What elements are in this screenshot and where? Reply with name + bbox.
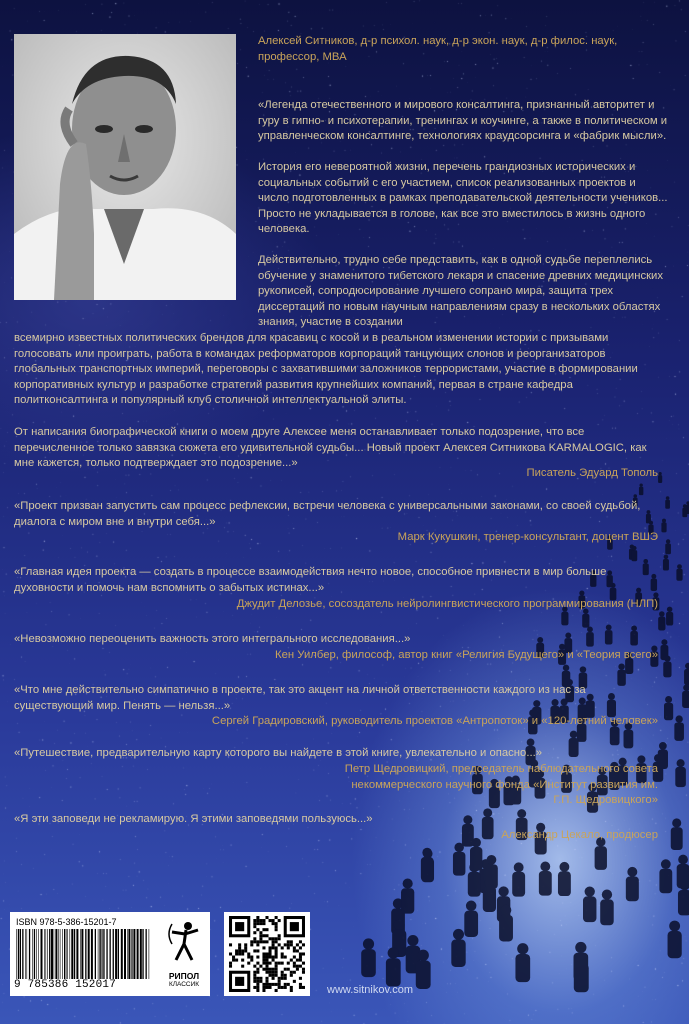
main-quote-p3-bottom: всемирно известных политических брендов для красавиц с косой и в реальном изменении истории с призывами голосовать или проиграть, работа в командах реформаторов корпораций танцующих слонов и реорганизаторов глобальных транспортных империй, переговоры с захватившими заложников террористами, участие в формировании корпоративных культур и разработке стратегий развития крупнейших компаний, первая в стране кафедра политконсалтинга и популярный клуб столичной интеллектуальной элиты. [14,332,638,407]
archer-icon [164,920,204,964]
quote-text: «Я эти заповеди не рекламирую. Я этими заповедями пользуюсь...» [14,813,373,825]
author-photo [14,34,236,300]
publisher-sub: КЛАССИК [168,981,200,988]
barcode-number: 9 785386 152017 [14,979,117,991]
author-credentials: Алексей Ситников, д-р психол. наук, д-р экон. наук, д-р филос. наук, профессор, МВА [258,35,618,63]
main-quote-attribution: Писатель Эдуард Тополь [526,467,658,479]
main-quote-p2: История его невероятной жизни, перечень грандиозных исторических и социальных событий с его участием, список реализованных проектов и число подготовленных в рамках преподавательской деятельности учеников... Просто не укладывается в голове, как все это вместилось в жизнь одного человека. [258,161,668,236]
quote-author: Джудит Делозье, сосоздатель нейролингвистического программирования (НЛП) [236,598,658,610]
quote-author: Сергей Градировский, руководитель проектов «Антропоток» и «120-летний человек» [211,715,658,727]
barcode-icon [16,929,150,979]
quote-text: «Главная идея проекта — создать в процессе взаимодействия нечто новое, способное привнести в мир больше духовности и помочь нам вспомнить о забытых истинах...» [14,566,607,594]
isbn-label: ISBN 978-5-386-15201-7 [16,917,117,927]
website-link[interactable]: www.sitnikov.com [327,984,413,996]
main-quote-p3-top: Действительно, трудно себе представить, как в одной судьбе переплелись обучение у знаменитого тибетского лекаря и спасение древних медицинских рукописей, сопродюсирование лучшего сопрано мира, защита трех диссертаций по новым научным направлениям сразу в нескольких областях знания, участие в создании [258,254,664,329]
quote-text: «Путешествие, предварительную карту которого вы найдете в этой книге, увлекательно и опасно...» [14,747,543,759]
quote-author: Марк Кукушкин, тренер-консультант, доцент ВШЭ [397,531,658,543]
barcode-block [10,912,210,996]
quote-author: Александр Цекало, продюсер [501,829,658,841]
main-quote-p4: От написания биографической книги о моем друге Алексее меня останавливает только подозрение, что все перечисленное только завязка сюжета его удивительной судьбы... Новый проект Алексея Ситникова KARMALOGIC, как мне кажется, только подтверждает это подозрение...» [14,426,647,470]
quote-text: «Невозможно переоценить важность этого интегрального исследования...» [14,633,411,645]
qr-code[interactable] [224,912,310,996]
qr-code-icon [229,916,305,992]
quote-author: Кен Уилбер, философ, автор книг «Религия Будущего» и «Теория всего» [275,649,658,661]
publisher-logo [162,920,206,994]
quote-author: Петр Щедровицкий, председатель наблюдательного совета некоммерческого научного фонда «Институт развития им. Г.П. Щедровицкого» [344,763,658,807]
publisher-name: РИПОЛ [168,971,200,981]
quote-text: «Проект призван запустить сам процесс рефлексии, встречи человека с универсальными законами, со своей судьбой, диалога с миром вне и внутри себя...» [14,500,641,528]
quote-text: «Что мне действительно симпатично в проекте, так это акцент на личной ответственности каждого из нас за существующий мир. Пенять — нельзя...» [14,684,586,712]
main-quote-p1: «Легенда отечественного и мирового консалтинга, признанный авторитет и гуру в гипно- и психотерапии, тренингах и коучинге, а также в политическом и управленческом консалтинге, технологиях краудсорсинга и «фабрик мысли». [258,99,668,143]
